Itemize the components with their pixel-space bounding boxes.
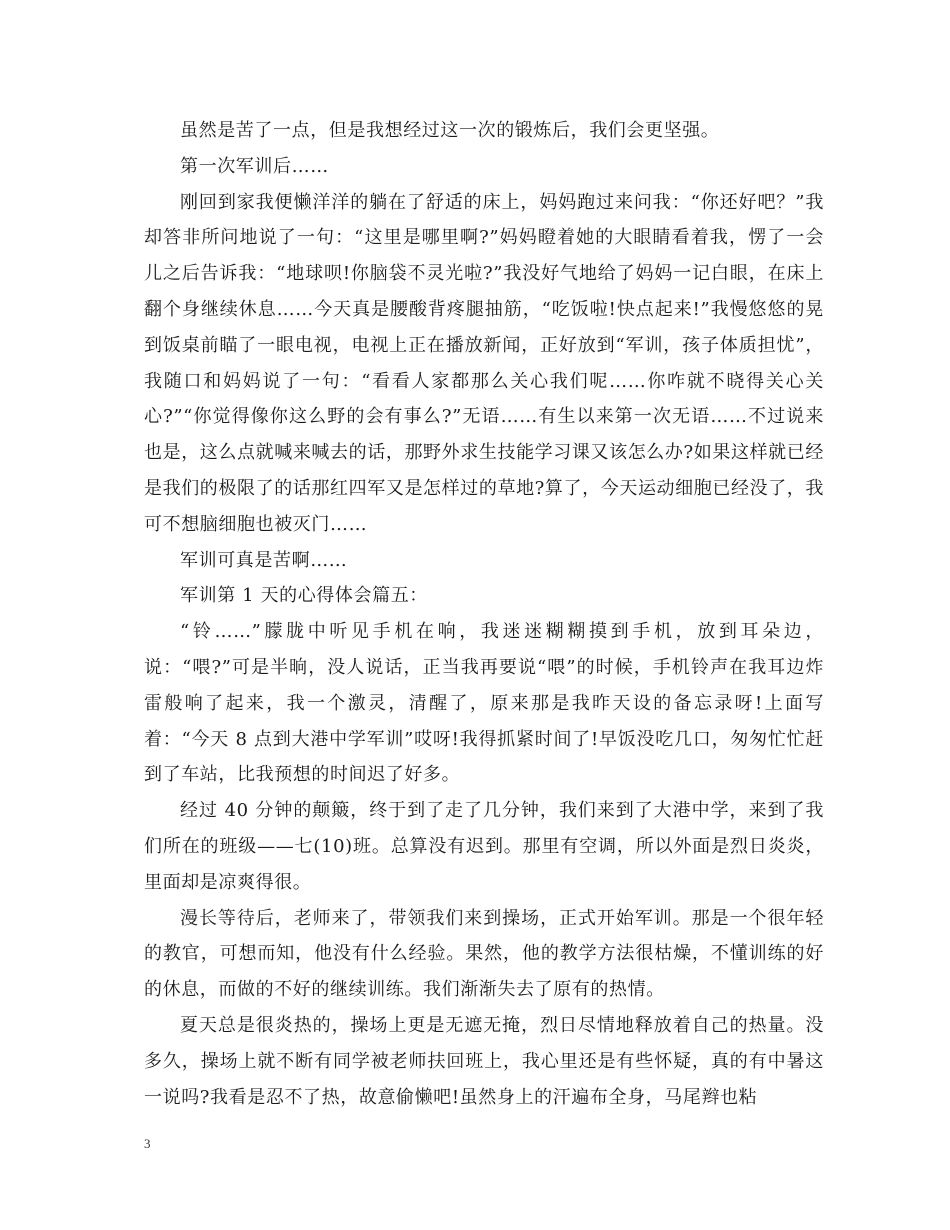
page-number: 3: [144, 1136, 151, 1151]
paragraph: 经过 40 分钟的颠簸，终于到了走了几分钟，我们来到了大港中学，来到了我们所在的班级——七(10)班。总算没有迟到。那里有空调，所以外面是烈日炎炎，里面却是凉爽得很。: [144, 800, 824, 893]
paragraph: 虽然是苦了一点，但是我想经过这一次的锻炼后，我们会更坚强。: [180, 120, 720, 141]
paragraph: “铃……”朦胧中听见手机在响，我迷迷糊糊摸到手机，放到耳朵边，说：“喂?”可是半晌，没人说话，正当我再要说“喂”的时候，手机铃声在我耳边炸雷般响了起来，我一个激灵，清醒了，原来那是我昨天设的备忘录呀!上面写着：“今天 8 点到大港中学军训”哎呀!我得抓紧时间了!早饭没吃几口，匆匆忙忙赶到了车站，比我预想的时间迟了好多。: [144, 621, 824, 786]
paragraph: 军训可真是苦啊……: [180, 549, 348, 571]
paragraph: 夏天总是很炎热的，操场上更是无遮无掩，烈日尽情地释放着自己的热量。没多久，操场上就不断有同学被老师扶回班上，我心里还是有些怀疑，真的有中暑这一说吗?我看是忍不了热，故意偷懒吧!虽然身上的汗遍布全身，马尾辫也粘: [144, 1014, 824, 1108]
paragraph: 刚回到家我便懒洋洋的躺在了舒适的床上，妈妈跑过来问我：“你还好吧？”我却答非所问地说了一句：“这里是哪里啊?”妈妈瞪着她的大眼睛看着我，愣了一会儿之后告诉我：“地球呗!你脑袋不灵光啦?”我没好气地给了妈妈一记白眼，在床上翻个身继续休息……今天真是腰酸背疼腿抽筋，“吃饭啦!快点起来!”我慢悠悠的晃到饭桌前瞄了一眼电视，电视上正在播放新闻，正好放到“军训，孩子体质担忧”，我随口和妈妈说了一句：“看看人家都那么关心我们呢……你咋就不晓得关心关心?”“你觉得像你这么野的会有事么?”无语……有生以来第一次无语……不过说来也是，这么点就喊来喊去的话，那野外求生技能学习课又该怎么办?如果这样就已经是我们的极限了的话那红四军又是怎样过的草地?算了，今天运动细胞已经没了，我可不想脑细胞也被灭门……: [144, 191, 824, 535]
section-heading: 军训第 1 天的心得体会篇五：: [180, 585, 428, 607]
paragraph: 漫长等待后，老师来了，带领我们来到操场，正式开始军训。那是一个很年轻的教官，可想而知，他没有什么经验。果然，他的教学方法很枯燥，不懂训练的好的休息，而做的不好的继续训练。我们渐渐失去了原有的热情。: [144, 907, 824, 1001]
paragraph: 第一次军训后……: [180, 155, 329, 177]
body-text: [144, 113, 824, 1115]
